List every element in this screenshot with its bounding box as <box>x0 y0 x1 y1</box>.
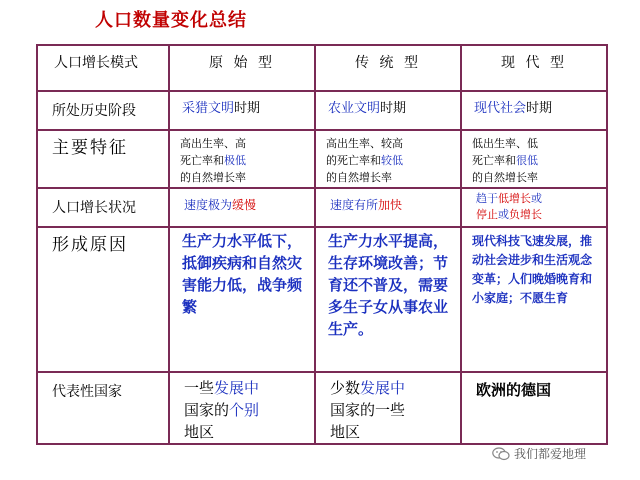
header-primitive: 原 始 型 <box>209 55 275 71</box>
features-primitive-rate: 极低 <box>224 154 246 167</box>
summary-table <box>36 44 608 445</box>
cause-traditional-cell <box>315 227 461 372</box>
features-row <box>37 130 607 188</box>
wechat-icon <box>492 447 510 461</box>
header-modern: 现 代 型 <box>501 55 567 71</box>
header-modern-cell <box>461 45 607 91</box>
stage-traditional <box>316 92 460 118</box>
header-label: 人口增长模式 <box>54 55 138 71</box>
status-traditional-cell <box>315 188 461 227</box>
features-primitive-line2: 死亡率和极低 <box>180 154 246 167</box>
stage-primitive <box>170 92 314 118</box>
features-traditional <box>316 131 460 186</box>
cause-primitive: 生产力水平低下，抵御疾病和自然灾害能力低，战争频繁 <box>182 232 303 316</box>
features-primitive-cell <box>169 130 315 188</box>
stage-primitive-cell <box>169 91 315 130</box>
page-title: 人口数量变化总结 <box>95 10 247 31</box>
features-primitive-line3: 的自然增长率 <box>180 171 246 184</box>
header-row <box>37 45 607 91</box>
status-modern-line2: 停止或负增长 <box>476 208 542 221</box>
features-label: 主要特征 <box>52 138 128 158</box>
country-primitive-cell <box>169 372 315 444</box>
features-traditional-line3: 的自然增长率 <box>326 171 392 184</box>
country-traditional-cell <box>315 372 461 444</box>
status-primitive-cell <box>169 188 315 227</box>
stage-traditional-rest: 时期 <box>380 101 407 116</box>
stage-traditional-emph: 农业文明 <box>328 101 381 116</box>
features-modern <box>462 131 606 186</box>
status-modern <box>462 189 606 223</box>
country-primitive: 一些发展中 国家的个别 地区 <box>184 379 260 441</box>
stage-primitive-emph: 采猎文明 <box>182 101 235 116</box>
status-traditional: 速度有所加快 <box>330 198 403 212</box>
cause-primitive-cell <box>169 227 315 372</box>
features-primitive-line1: 高出生率、高 <box>180 137 246 150</box>
country-traditional: 少数发展中 国家的一些 地区 <box>330 379 406 441</box>
stage-label: 所处历史阶段 <box>52 103 136 119</box>
features-traditional-line1: 高出生率、较高 <box>326 137 403 150</box>
cause-label: 形成原因 <box>52 235 128 255</box>
features-modern-rate: 很低 <box>516 154 538 167</box>
header-label-cell <box>37 45 169 91</box>
stage-row <box>37 91 607 130</box>
stage-label-cell <box>37 91 169 130</box>
cause-modern: 现代科技飞速发展，推动社会进步和生活观念变革；人们晚婚晚育和小家庭；不愿生育 <box>472 234 593 305</box>
country-modern: 欧洲的德国 <box>476 381 552 399</box>
header-primitive-cell <box>169 45 315 91</box>
cause-modern-cell <box>461 227 607 372</box>
stage-traditional-cell <box>315 91 461 130</box>
country-modern-cell <box>461 372 607 444</box>
features-label-cell <box>37 130 169 188</box>
features-modern-line2: 死亡率和很低 <box>472 154 538 167</box>
status-row <box>37 188 607 227</box>
status-modern-line1: 趋于低增长或 <box>476 192 542 205</box>
status-traditional-emph: 加快 <box>378 198 403 212</box>
watermark <box>492 445 586 462</box>
country-label-cell <box>37 372 169 444</box>
features-traditional-cell <box>315 130 461 188</box>
status-label: 人口增长状况 <box>52 200 136 216</box>
features-traditional-line2: 的死亡率和较低 <box>326 154 403 167</box>
status-primitive: 速度极为缓慢 <box>184 198 257 212</box>
status-primitive-emph: 缓慢 <box>232 198 257 212</box>
country-label: 代表性国家 <box>52 384 122 400</box>
stage-modern-emph: 现代社会 <box>474 101 527 116</box>
stage-modern-cell <box>461 91 607 130</box>
header-traditional: 传 统 型 <box>355 55 421 71</box>
watermark-text: 我们都爱地理 <box>514 447 587 461</box>
status-label-cell <box>37 188 169 227</box>
features-modern-line1: 低出生率、低 <box>472 137 538 150</box>
features-modern-cell <box>461 130 607 188</box>
features-traditional-rate: 较低 <box>381 154 403 167</box>
cause-label-cell <box>37 227 169 372</box>
country-row <box>37 372 607 444</box>
features-modern-line3: 的自然增长率 <box>472 171 538 184</box>
stage-modern <box>462 92 606 118</box>
header-traditional-cell <box>315 45 461 91</box>
cause-row <box>37 227 607 372</box>
cause-traditional: 生产力水平提高，生存环境改善；节育还不普及，需要多生子女从事农业生产。 <box>328 232 449 338</box>
features-primitive <box>170 131 314 186</box>
stage-modern-rest: 时期 <box>526 101 553 116</box>
status-modern-cell <box>461 188 607 227</box>
stage-primitive-rest: 时期 <box>234 101 261 116</box>
